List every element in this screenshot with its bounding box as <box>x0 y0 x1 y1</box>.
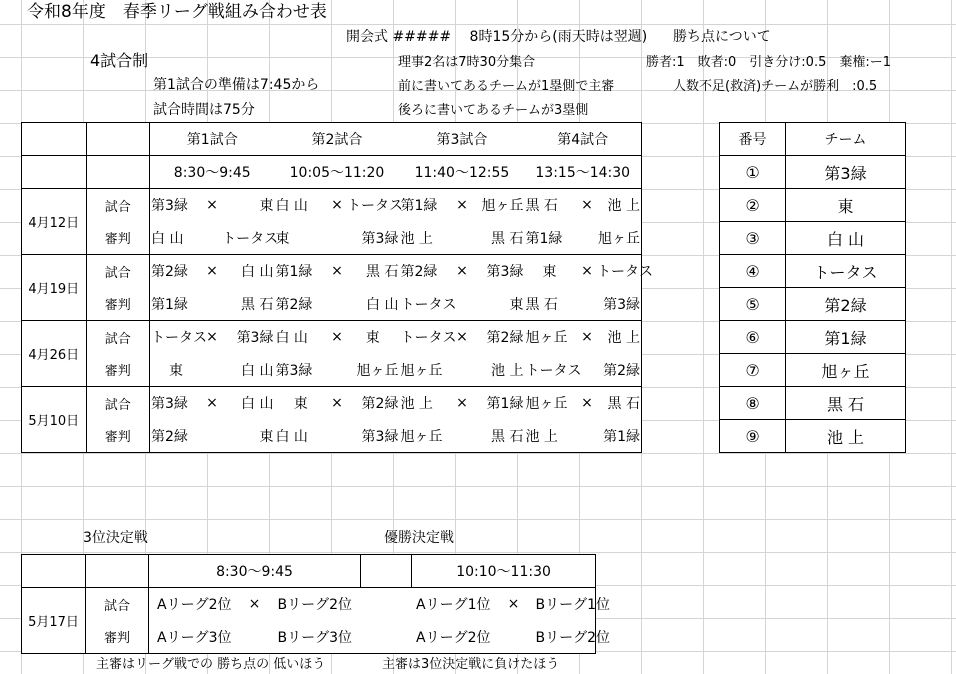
umpire-row-label: 審判 <box>86 621 149 654</box>
umpire-team: 旭ヶ丘 <box>598 230 640 247</box>
points-rules: 勝者:1 敗者:0 引き分け:0.5 棄権:ー1 <box>646 55 892 70</box>
team-away: 第3緑 <box>472 255 524 288</box>
team-away: 東 <box>222 189 274 222</box>
opening-ceremony-note: 開会式 ##### 8時15分から(雨天時は翌週) <box>346 29 648 45</box>
team-away: 白 山 <box>222 255 274 288</box>
umpire-team: 第1緑 <box>525 230 563 247</box>
team-home: 第3緑 <box>150 189 202 222</box>
game-header: 第4試合 <box>557 132 609 148</box>
vs-mark: × <box>327 321 347 354</box>
umpire-team: トータス <box>400 296 457 313</box>
third-place-team: Aリーグ2位 <box>149 588 233 621</box>
team-home: 第2緑 <box>399 255 451 288</box>
time-slot: 13:15〜14:30 <box>524 156 641 189</box>
vs-mark: × <box>233 588 277 621</box>
third-place-umpire-note: 主審はリーグ戦での 勝ち点の 低いほう <box>96 657 326 672</box>
time-slot: 8:30〜9:45 <box>150 156 275 189</box>
format-note: 4試合制 <box>90 51 149 70</box>
vs-mark: × <box>577 189 597 222</box>
team-home: 東 <box>274 387 326 420</box>
team-away: 白 山 <box>222 387 274 420</box>
championship-team: Aリーグ1位 <box>412 588 492 621</box>
team-away: 池 上 <box>597 189 641 222</box>
umpire-team: 第1緑 <box>151 296 188 313</box>
team-number-table <box>719 122 906 453</box>
date-cell: 4月26日 <box>22 321 87 387</box>
umpire-row-label: 審判 <box>86 420 150 453</box>
umpire-team: 第3緑 <box>361 428 399 445</box>
game-row-label: 試合 <box>86 387 150 420</box>
umpire-team: 東 <box>259 428 274 445</box>
umpire-team: 第1緑 <box>603 428 640 445</box>
team-home: 旭ヶ丘 <box>524 321 576 354</box>
team-away: 黒 石 <box>597 387 641 420</box>
date-cell: 5月17日 <box>22 588 86 654</box>
team-name: 第2緑 <box>786 288 906 321</box>
game-header: 第3試合 <box>436 132 488 148</box>
team-name-header: チーム <box>786 123 906 156</box>
team-home: 白 山 <box>274 321 326 354</box>
game-row-label: 試合 <box>86 588 149 621</box>
vs-mark: × <box>452 387 472 420</box>
team-home: 白 山 <box>274 189 326 222</box>
finals-table <box>21 554 611 654</box>
team-name: 池 上 <box>786 420 906 453</box>
gap-cell <box>361 555 412 588</box>
team-number: ⑦ <box>720 354 786 387</box>
umpire-team: 第2緑 <box>151 428 188 445</box>
team-name: トータス <box>786 255 906 288</box>
third-base-note: 後ろに書いてあるチームが3塁側 <box>398 103 589 118</box>
vs-mark: × <box>327 387 347 420</box>
team-away: 黒 石 <box>347 255 399 288</box>
team-number: ⑨ <box>720 420 786 453</box>
championship-time: 10:10〜11:30 <box>456 564 551 580</box>
page-title: 令和8年度 春季リーグ戦組み合わせ表 <box>27 2 327 22</box>
umpire-team: 旭ヶ丘 <box>400 362 443 379</box>
points-title: 勝ち点について <box>673 29 771 45</box>
time-slot: 10:05〜11:20 <box>274 156 399 189</box>
team-away: 第3緑 <box>222 321 274 354</box>
third-place-umpire: Bリーグ3位 <box>277 629 353 646</box>
corner-cell <box>86 555 149 588</box>
team-away: トータス <box>597 255 641 288</box>
umpire-team: 第3緑 <box>361 230 399 247</box>
team-number: ⑥ <box>720 321 786 354</box>
championship-team: Bリーグ1位 <box>536 588 596 621</box>
umpire-team: 旭ヶ丘 <box>400 428 443 445</box>
umpire-team: 東 <box>168 362 183 379</box>
vs-mark: × <box>202 387 222 420</box>
umpire-team: 白 山 <box>366 296 399 313</box>
vs-mark: × <box>492 588 536 621</box>
team-name: 白 山 <box>786 222 906 255</box>
third-place-umpire: Aリーグ3位 <box>157 629 232 646</box>
corner-cell <box>22 555 86 588</box>
corner-cell <box>86 123 150 156</box>
vs-mark: × <box>202 321 222 354</box>
team-number: ① <box>720 156 786 189</box>
team-away: トータス <box>347 189 399 222</box>
third-place-team: Bリーグ2位 <box>277 588 361 621</box>
championship-umpire: Bリーグ2位 <box>535 629 611 646</box>
game-row-label: 試合 <box>86 255 150 288</box>
team-name: 東 <box>786 189 906 222</box>
date-cell: 5月10日 <box>22 387 87 453</box>
team-number: ⑤ <box>720 288 786 321</box>
shortage-rule: 人数不足(救済)チームが勝利 :0.5 <box>673 79 878 94</box>
umpire-team: 黒 石 <box>491 428 524 445</box>
team-home: 池 上 <box>399 387 451 420</box>
umpire-team: 第3緑 <box>275 362 313 379</box>
umpire-team: 白 山 <box>275 428 308 445</box>
umpire-team: 黒 石 <box>241 296 274 313</box>
game-row-label: 試合 <box>86 321 150 354</box>
team-away: 第2緑 <box>472 321 524 354</box>
team-home: 東 <box>524 255 576 288</box>
team-number: ④ <box>720 255 786 288</box>
team-away: 旭ヶ丘 <box>472 189 524 222</box>
umpire-team: 白 山 <box>241 362 274 379</box>
team-home: 旭ヶ丘 <box>524 387 576 420</box>
umpire-row-label: 審判 <box>86 222 150 255</box>
umpire-team: 東 <box>509 296 524 313</box>
umpire-team: トータス <box>525 362 582 379</box>
vs-mark: × <box>452 321 472 354</box>
vs-mark: × <box>577 387 597 420</box>
umpire-team: 第3緑 <box>603 296 640 313</box>
league-schedule-table <box>21 122 654 453</box>
championship-title: 優勝決定戦 <box>384 530 454 546</box>
team-name: 第3緑 <box>786 156 906 189</box>
championship-umpire-note: 主審は3位決定戦に負けたほう <box>382 657 560 672</box>
team-home: 黒 石 <box>524 189 576 222</box>
team-number: ③ <box>720 222 786 255</box>
vs-mark: × <box>577 321 597 354</box>
vs-mark: × <box>452 255 472 288</box>
team-name: 黒 石 <box>786 387 906 420</box>
officials-note: 理事2名は7時30分集合 <box>398 55 536 70</box>
umpire-team: 池 上 <box>525 428 558 445</box>
vs-mark: × <box>452 189 472 222</box>
vs-mark: × <box>202 189 222 222</box>
date-cell: 4月19日 <box>22 255 87 321</box>
umpire-team: 池 上 <box>400 230 433 247</box>
umpire-team: 旭ヶ丘 <box>356 362 399 379</box>
first-base-note: 前に書いてあるチームが1塁側で主審 <box>398 79 615 94</box>
vs-mark: × <box>327 189 347 222</box>
team-name: 第1緑 <box>786 321 906 354</box>
team-home: トータス <box>399 321 451 354</box>
team-away: 第1緑 <box>472 387 524 420</box>
umpire-team: 黒 石 <box>491 230 524 247</box>
umpire-row-label: 審判 <box>86 354 150 387</box>
vs-mark: × <box>327 255 347 288</box>
game-row-label: 試合 <box>86 189 150 222</box>
umpire-team: 東 <box>275 230 290 247</box>
corner-cell <box>22 123 87 156</box>
team-number: ⑧ <box>720 387 786 420</box>
third-place-time: 8:30〜9:45 <box>216 564 293 580</box>
game-header: 第2試合 <box>311 132 363 148</box>
team-away: 東 <box>347 321 399 354</box>
team-away: 第2緑 <box>347 387 399 420</box>
umpire-team: 池 上 <box>491 362 524 379</box>
umpire-team: トータス <box>222 230 279 247</box>
team-number: ② <box>720 189 786 222</box>
time-slot: 11:40〜12:55 <box>399 156 524 189</box>
umpire-team: 第2緑 <box>275 296 313 313</box>
vs-mark: × <box>577 255 597 288</box>
prep-note: 第1試合の準備は7:45から <box>153 77 320 93</box>
game-header: 第1試合 <box>186 132 238 148</box>
team-home: 第2緑 <box>150 255 202 288</box>
date-cell: 4月12日 <box>22 189 87 255</box>
umpire-team: 第2緑 <box>603 362 640 379</box>
umpire-team: 白 山 <box>151 230 184 247</box>
championship-umpire: Aリーグ2位 <box>416 629 491 646</box>
team-home: 第3緑 <box>150 387 202 420</box>
umpire-row-label: 審判 <box>86 288 150 321</box>
corner-cell <box>86 156 150 189</box>
team-name: 旭ヶ丘 <box>786 354 906 387</box>
corner-cell <box>22 156 87 189</box>
vs-mark: × <box>202 255 222 288</box>
umpire-team: 黒 石 <box>525 296 558 313</box>
team-home: トータス <box>150 321 202 354</box>
team-away: 池 上 <box>597 321 641 354</box>
team-home: 第1緑 <box>399 189 451 222</box>
team-no-header: 番号 <box>720 123 786 156</box>
game-time-note: 試合時間は75分 <box>153 102 255 118</box>
team-home: 第1緑 <box>274 255 326 288</box>
third-place-title: 3位決定戦 <box>83 530 148 546</box>
